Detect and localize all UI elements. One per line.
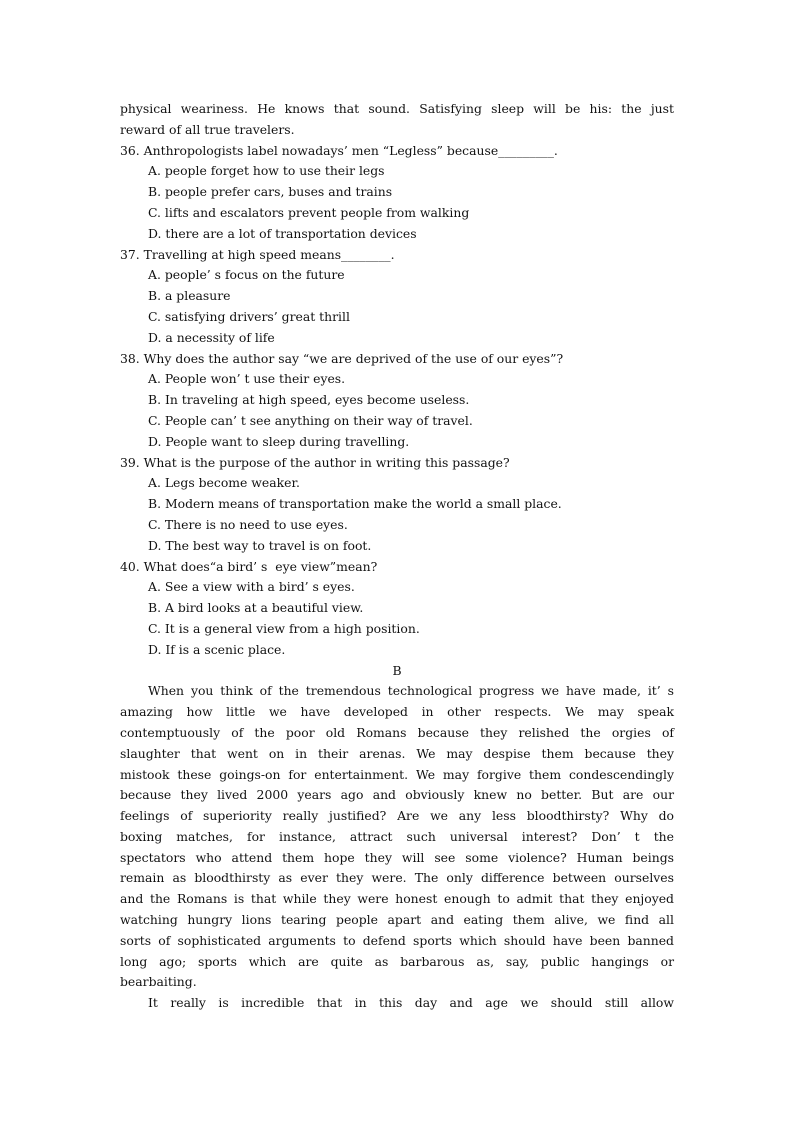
- passage-line: long ago; sports which are quite as barbarous as, say, public hangings or: [120, 953, 674, 969]
- option-b: B. a pleasure: [148, 288, 231, 304]
- passage-line: amazing how little we have developed in other respects. We may speak: [120, 704, 674, 720]
- option-c: C. lifts and escalators prevent people from walking: [148, 204, 470, 220]
- question-38: [120, 349, 674, 453]
- passage-line: remain as bloodthirsty as ever they were. The only difference between ourselves: [120, 870, 674, 886]
- question-number: 38.: [120, 350, 140, 366]
- option-a: A. See a view with a bird’ s eyes.: [148, 579, 355, 595]
- option-d: D. If is a scenic place.: [148, 641, 286, 657]
- option-d: D. there are a lot of transportation devices: [148, 225, 417, 241]
- option-a: A. People won’ t use their eyes.: [148, 371, 346, 387]
- question-stem: [120, 557, 674, 578]
- passage-line: because they lived 2000 years ago and obviously knew no better. But are our: [120, 787, 674, 803]
- passage-line: watching hungry lions tearing people apart and eating them alive, we find all: [120, 912, 674, 928]
- option-b: B. people prefer cars, buses and trains: [148, 184, 393, 200]
- section-heading: B: [392, 662, 402, 678]
- option-d: D. a necessity of life: [148, 329, 275, 345]
- passage-line: It really is incredible that in this day and age we should still allow: [148, 995, 674, 1011]
- question-number: 40.: [120, 558, 140, 574]
- passage-line: When you think of the tremendous technological progress we have made, it’ s: [148, 683, 674, 699]
- question-40: [120, 557, 674, 661]
- question-text: What is the purpose of the author in writing this passage?: [143, 454, 510, 470]
- question-number: 37.: [120, 246, 140, 262]
- option-c: C. People can’ t see anything on their way of travel.: [148, 412, 473, 428]
- option-c: C. There is no need to use eyes.: [148, 516, 348, 532]
- question-stem: [120, 349, 674, 370]
- question-number: 36.: [120, 142, 140, 158]
- question-stem: [120, 141, 674, 162]
- passage-line: spectators who attend them hope they will see some violence? Human beings: [120, 849, 674, 865]
- option-c: C. It is a general view from a high position.: [148, 620, 420, 636]
- question-text: What does“a bird’ s eye view”mean?: [143, 558, 378, 574]
- passage-line: bearbaiting.: [120, 974, 197, 990]
- option-d: D. People want to sleep during travelling.: [148, 433, 410, 449]
- option-a: A. people’ s focus on the future: [148, 267, 345, 283]
- passage-paragraph-1: [120, 681, 674, 993]
- option-c: C. satisfying drivers’ great thrill: [148, 308, 350, 324]
- passage-paragraph-2: [120, 993, 674, 1014]
- question-text: Why does the author say “we are deprived of the use of our eyes”?: [143, 350, 564, 366]
- option-a: A. Legs become weaker.: [148, 475, 300, 491]
- passage-line: sorts of sophisticated arguments to defend sports which should have been banned: [120, 932, 674, 948]
- intro-paragraph: [120, 99, 674, 141]
- passage-line: and the Romans is that while they were honest enough to admit that they enjoyed: [120, 891, 674, 907]
- question-36: [120, 141, 674, 245]
- intro-line: physical weariness. He knows that sound. Satisfying sleep will be his: the just: [120, 101, 674, 116]
- document-page: [120, 99, 674, 1014]
- passage-line: mistook these goings-on for entertainment. We may forgive them condescendingly: [120, 766, 674, 782]
- passage-line: feelings of superiority really justified? Are we any less bloodthirsty? Why do: [120, 808, 674, 824]
- passage-line: slaughter that went on in their arenas. We may despise them because they: [120, 745, 674, 761]
- question-37: [120, 245, 674, 349]
- option-a: A. people forget how to use their legs: [148, 163, 385, 179]
- option-b: B. In traveling at high speed, eyes become useless.: [148, 392, 470, 408]
- question-stem: [120, 245, 674, 266]
- option-b: B. Modern means of transportation make the world a small place.: [148, 496, 562, 512]
- option-b: B. A bird looks at a beautiful view.: [148, 600, 364, 616]
- passage-line: boxing matches, for instance, attract such universal interest? Don’ t the: [120, 828, 674, 844]
- question-number: 39.: [120, 454, 140, 470]
- passage-line: contemptuously of the poor old Romans because they relished the orgies of: [120, 724, 674, 740]
- option-d: D. The best way to travel is on foot.: [148, 537, 372, 553]
- question-text: Travelling at high speed means________.: [143, 246, 395, 262]
- question-39: [120, 453, 674, 557]
- question-stem: [120, 453, 674, 474]
- question-text: Anthropologists label nowadays’ men “Legless” because_________.: [143, 142, 558, 158]
- intro-line: reward of all true travelers.: [120, 121, 295, 137]
